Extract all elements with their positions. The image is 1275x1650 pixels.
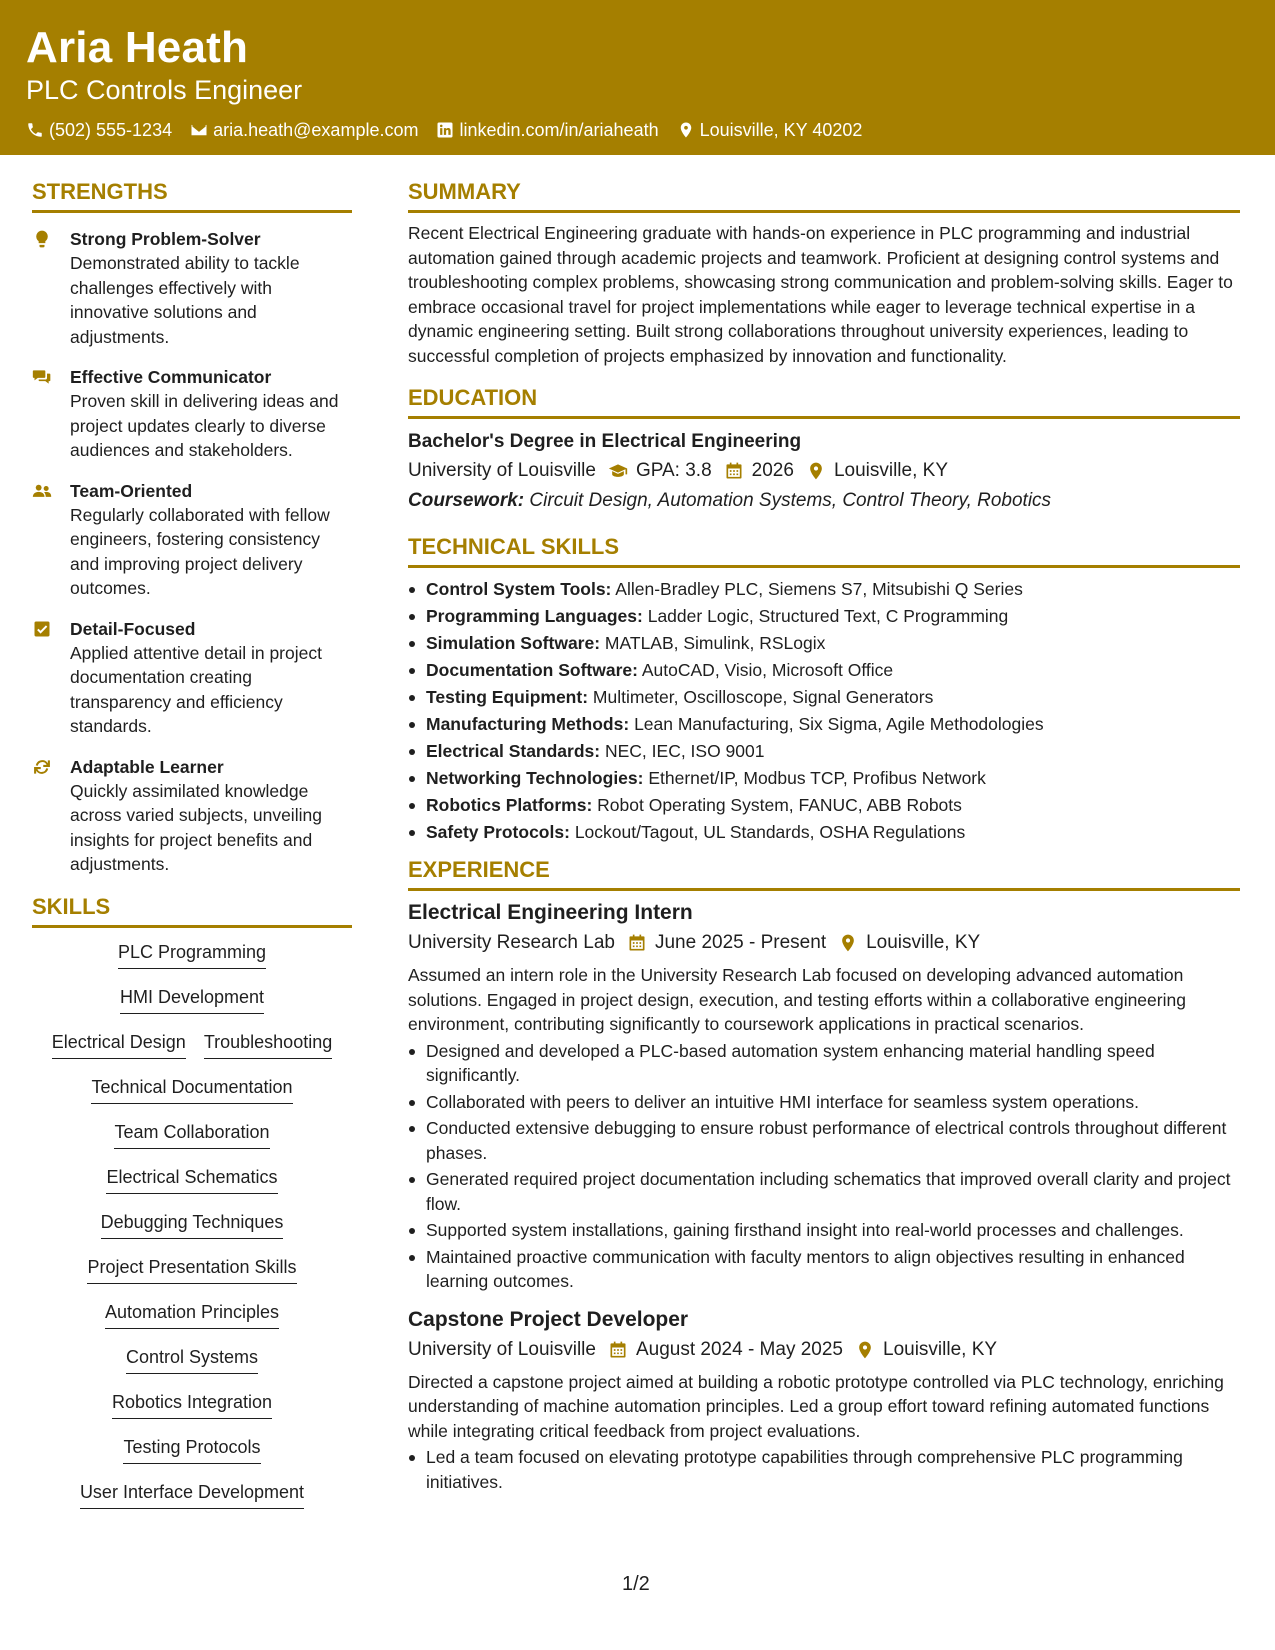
refresh-icon xyxy=(32,757,52,777)
graduation-cap-icon xyxy=(608,461,628,481)
skill-tag: User Interface Development xyxy=(80,1480,304,1509)
calendar-icon xyxy=(724,461,744,481)
tech-skill-value: Ladder Logic, Structured Text, C Programming xyxy=(647,606,1009,626)
graduation-year: 2026 xyxy=(751,460,794,481)
tech-skill-value: AutoCAD, Visio, Microsoft Office xyxy=(641,660,894,680)
tech-skill-value: MATLAB, Simulink, RSLogix xyxy=(604,633,826,653)
candidate-title: PLC Controls Engineer xyxy=(26,75,303,105)
job-org: University Research Lab xyxy=(408,932,615,953)
job-bullet: Supported system installations, gaining firsthand insight into real-world processes and challenges. xyxy=(408,1218,1240,1243)
education-meta xyxy=(408,457,1240,485)
skill-tag: Electrical Design xyxy=(52,1030,186,1059)
tech-skill-item xyxy=(408,711,1240,738)
tech-skill-label: Control System Tools: xyxy=(426,579,612,599)
school-name: University of Louisville xyxy=(408,460,596,481)
strength-title: Strong Problem-Solver xyxy=(70,229,261,249)
summary-text: Recent Electrical Engineering graduate with hands-on experience in PLC programming and industrial automation gained through academic projects and teamwork. Proficient at designing control systems and troubleshooting complex problems, showcasing strong communication and problem-solving skills. Eager to embrace occasional travel for project implementations while eager to leverage technical expertise in a dynamic engineering setting. Built strong collaborations throughout university experiences, leading to successful completion of projects emphasized by innovation and functionality. xyxy=(408,223,1233,366)
strength-title: Effective Communicator xyxy=(70,367,272,387)
coursework-line xyxy=(408,487,1240,515)
job-org: University of Louisville xyxy=(408,1338,596,1360)
skill-tag: Technical Documentation xyxy=(91,1075,292,1104)
skill-tag: Control Systems xyxy=(126,1345,258,1374)
strength-item xyxy=(32,227,352,349)
email-text[interactable]: aria.heath@example.com xyxy=(213,120,419,140)
strength-desc: Regularly collaborated with fellow engineers, fostering consistency and improving project delivery outcomes. xyxy=(70,504,330,598)
education-heading: EDUCATION xyxy=(408,384,1240,419)
tech-skill-value: NEC, IEC, ISO 9001 xyxy=(604,741,765,761)
strength-title: Team-Oriented xyxy=(70,480,193,501)
strengths-heading: STRENGTHS xyxy=(32,178,352,213)
skill-tag: Project Presentation Skills xyxy=(87,1255,296,1284)
job-location: Louisville, KY xyxy=(866,932,981,953)
job-bullet: Designed and developed a PLC-based automation system enhancing material handling speed significantly. xyxy=(408,1039,1240,1088)
location-pin-icon xyxy=(806,461,826,481)
calendar-icon xyxy=(608,1340,628,1360)
coursework-list: Circuit Design, Automation Systems, Control Theory, Robotics xyxy=(529,490,1052,511)
tech-skill-item xyxy=(408,738,1240,765)
skill-tag: Testing Protocols xyxy=(123,1435,260,1464)
strength-item xyxy=(32,617,352,739)
tech-skill-label: Testing Equipment: xyxy=(426,687,589,707)
skill-tag: HMI Development xyxy=(120,985,264,1014)
resume-header xyxy=(0,0,1275,155)
coursework-label: Coursework: xyxy=(408,490,525,511)
job-dates: June 2025 - Present xyxy=(654,932,827,953)
job-bullet: Collaborated with peers to deliver an intuitive HMI interface for seamless system operations. xyxy=(408,1090,1240,1115)
tech-skill-label: Documentation Software: xyxy=(426,660,638,680)
tech-skill-item xyxy=(408,684,1240,711)
tech-skill-label: Programming Languages: xyxy=(426,606,643,626)
location-pin-icon xyxy=(677,121,695,139)
tech-skill-item xyxy=(408,603,1240,630)
chat-bubbles-icon xyxy=(32,367,52,387)
candidate-name: Aria Heath xyxy=(26,23,249,72)
skills-list xyxy=(32,940,352,1525)
job-bullet: Conducted extensive debugging to ensure robust performance of electrical controls throughout different phases. xyxy=(408,1116,1240,1165)
skill-tag: Automation Principles xyxy=(105,1300,279,1329)
left-column xyxy=(32,178,352,1525)
tech-skill-label: Manufacturing Methods: xyxy=(426,714,630,734)
tech-skill-item xyxy=(408,819,1240,846)
technical-skills-list xyxy=(408,576,1240,846)
job-bullets xyxy=(408,1039,1240,1294)
phone-icon xyxy=(26,121,44,139)
tech-skill-value: Lean Manufacturing, Six Sigma, Agile Methodologies xyxy=(634,714,1044,734)
location-pin-icon xyxy=(855,1340,875,1360)
strength-desc: Applied attentive detail in project documentation creating transparency and efficiency standards. xyxy=(70,642,322,736)
users-icon xyxy=(32,481,52,501)
tech-skill-item xyxy=(408,630,1240,657)
job-entry xyxy=(408,899,1240,1294)
summary-heading: SUMMARY xyxy=(408,178,1240,213)
contact-phone xyxy=(26,119,172,141)
skill-tag: Debugging Techniques xyxy=(101,1210,284,1239)
strength-desc: Demonstrated ability to tackle challenges effectively with innovative solutions and adjustments. xyxy=(70,253,300,347)
strength-desc: Proven skill in delivering ideas and project updates clearly to diverse audiences and stakeholders. xyxy=(70,391,339,460)
job-meta xyxy=(408,929,1240,957)
envelope-icon xyxy=(190,121,208,139)
skill-tag: Electrical Schematics xyxy=(106,1165,277,1194)
tech-skill-label: Networking Technologies: xyxy=(426,768,644,788)
job-bullet: Maintained proactive communication with faculty mentors to align objectives resulting in enhanced learning outcomes. xyxy=(408,1245,1240,1294)
tech-skill-label: Robotics Platforms: xyxy=(426,795,593,815)
linkedin-text[interactable]: linkedin.com/in/ariaheath xyxy=(459,120,659,140)
tech-skill-value: Ethernet/IP, Modbus TCP, Profibus Network xyxy=(648,768,986,788)
tech-skill-value: Robot Operating System, FANUC, ABB Robots xyxy=(597,795,962,815)
strength-item xyxy=(32,755,352,877)
tech-skill-value: Lockout/Tagout, UL Standards, OSHA Regulations xyxy=(574,822,966,842)
job-bullet: Generated required project documentation including schematics that improved overall clarity and project flow. xyxy=(408,1167,1240,1216)
strength-item xyxy=(32,479,352,601)
school-location: Louisville, KY xyxy=(833,460,948,481)
technical-skills-heading: TECHNICAL SKILLS xyxy=(408,533,1240,568)
tech-skill-item xyxy=(408,576,1240,603)
lightbulb-icon xyxy=(32,229,52,249)
job-dates: August 2024 - May 2025 xyxy=(635,1338,843,1360)
strength-item xyxy=(32,365,352,463)
job-title: Capstone Project Developer xyxy=(408,1307,689,1331)
checkbox-icon xyxy=(32,619,52,639)
calendar-icon xyxy=(627,933,647,953)
tech-skill-item xyxy=(408,657,1240,684)
job-bullet: Led a team focused on elevating prototype capabilities through comprehensive PLC programming initiatives. xyxy=(408,1445,1240,1494)
strength-desc: Quickly assimilated knowledge across varied subjects, unveiling insights for project benefits and adjustments. xyxy=(70,780,322,874)
contact-bar xyxy=(26,119,1249,141)
job-description: Assumed an intern role in the University Research Lab focused on developing advanced automation solutions. Engaged in project design, execution, and testing efforts within a collaborative engineering environment, contributing significantly to coursework applications in practical scenarios. xyxy=(408,965,1186,1034)
contact-linkedin[interactable] xyxy=(436,119,658,141)
strength-title: Detail-Focused xyxy=(70,618,196,639)
tech-skill-label: Electrical Standards: xyxy=(426,741,601,761)
skills-heading: SKILLS xyxy=(32,893,352,928)
job-description: Directed a capstone project aimed at building a robotic prototype controlled via PLC technology, enriching understanding of machine automation principles. Led a group effort toward refining automated functions while integrating critical feedback from project evaluations. xyxy=(408,1371,1224,1441)
location-text: Louisville, KY 40202 xyxy=(699,120,863,140)
strengths-list xyxy=(32,227,352,877)
skill-tag: Team Collaboration xyxy=(114,1120,269,1149)
job-location: Louisville, KY xyxy=(883,1338,998,1360)
strength-title: Adaptable Learner xyxy=(70,756,224,777)
tech-skill-item xyxy=(408,792,1240,819)
tech-skill-label: Simulation Software: xyxy=(426,633,601,653)
skill-tag: Robotics Integration xyxy=(112,1390,272,1419)
page-number: 1/2 xyxy=(622,1573,650,1595)
job-title: Electrical Engineering Intern xyxy=(408,901,693,924)
gpa-text: GPA: 3.8 xyxy=(635,460,712,481)
tech-skill-item xyxy=(408,765,1240,792)
contact-location xyxy=(677,119,863,141)
experience-heading: EXPERIENCE xyxy=(408,856,1240,891)
tech-skill-label: Safety Protocols: xyxy=(426,822,570,842)
location-pin-icon xyxy=(838,933,858,953)
job-entry xyxy=(408,1306,1240,1495)
skill-tag: Troubleshooting xyxy=(204,1030,332,1059)
tech-skill-value: Multimeter, Oscilloscope, Signal Generators xyxy=(592,687,934,707)
job-meta xyxy=(408,1336,1240,1364)
right-column xyxy=(408,178,1240,1496)
tech-skill-value: Allen-Bradley PLC, Siemens S7, Mitsubishi Q Series xyxy=(615,579,1023,599)
linkedin-icon xyxy=(436,121,454,139)
phone-text: (502) 555-1234 xyxy=(49,120,173,140)
job-bullets xyxy=(408,1445,1240,1494)
degree-title: Bachelor's Degree in Electrical Engineering xyxy=(408,431,802,452)
contact-email[interactable] xyxy=(190,119,418,141)
skill-tag: PLC Programming xyxy=(118,940,266,969)
